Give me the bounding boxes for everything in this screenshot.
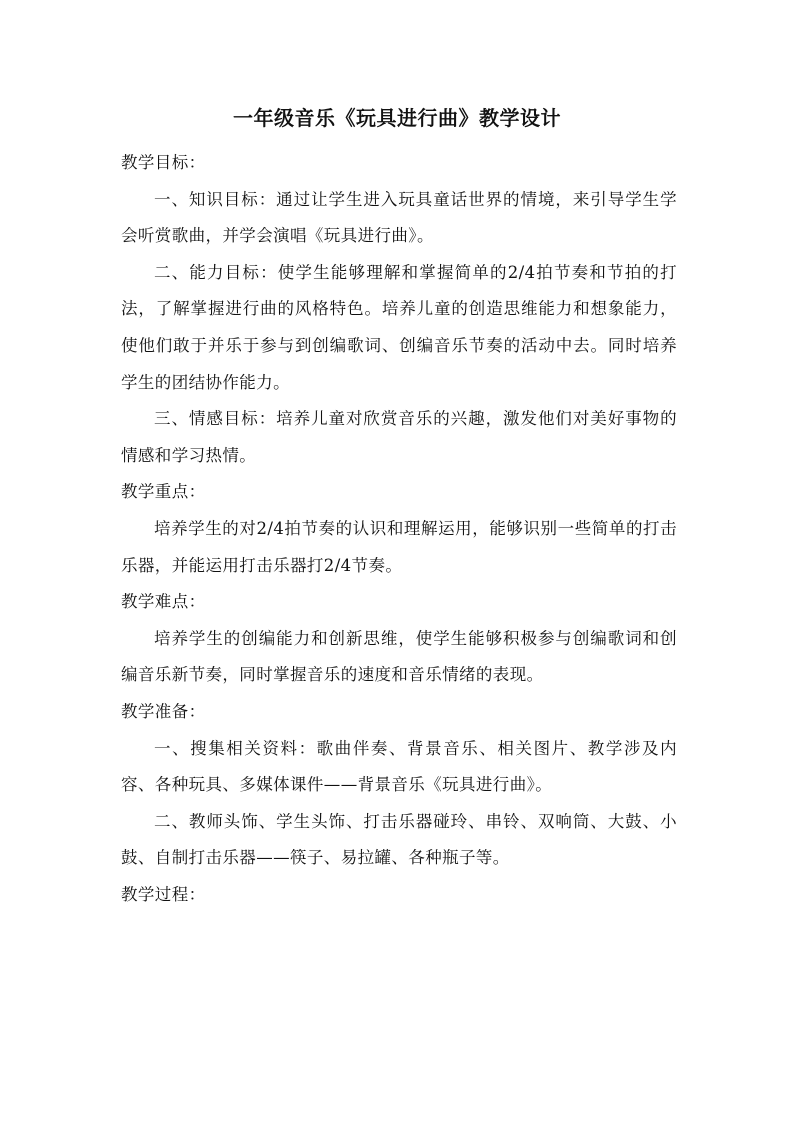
document-title: 一年级音乐《玩具进行曲》教学设计: [233, 106, 561, 130]
process-heading: 教学过程：: [121, 884, 206, 904]
key-points-heading: 教学重点：: [121, 482, 206, 502]
objectives-heading: 教学目标：: [121, 153, 206, 172]
document-body: [121, 145, 677, 913]
difficulties-paragraph: 培养学生的创编能力和创新思维，使学生能够积极参与创编歌词和创编音乐新节奏，同时掌握音乐的速度和音乐情绪的表现。: [121, 628, 677, 685]
preparation-heading: 教学准备：: [121, 701, 206, 721]
emotion-objective-paragraph: 三、情感目标：培养儿童对欣赏音乐的兴趣，激发他们对美好事物的情感和学习热情。: [121, 409, 677, 465]
ability-objective-paragraph: 二、能力目标：使学生能够理解和掌握简单的2/4拍节奏和节拍的打法，了解掌握进行曲的风格特色。培养儿童的创造思维能力和想象能力，使他们敢于并乐于参与到创编歌词、创编音乐节奏的活动中去。同时培养学生的团结协作能力。: [121, 262, 677, 392]
knowledge-objective-paragraph: 一、知识目标：通过让学生进入玩具童话世界的情境，来引导学生学会听赏歌曲，并学会演唱《玩具进行曲》。: [121, 189, 677, 246]
preparation-materials-paragraph: 一、搜集相关资料：歌曲伴奏、背景音乐、相关图片、教学涉及内容、各种玩具、多媒体课件——背景音乐《玩具进行曲》。: [121, 738, 677, 795]
preparation-instruments-paragraph: 二、教师头饰、学生头饰、打击乐器碰玲、串铃、双响筒、大鼓、小鼓、自制打击乐器——筷子、易拉罐、各种瓶子等。: [121, 811, 677, 868]
difficulties-heading: 教学难点：: [121, 592, 206, 612]
key-points-paragraph: 培养学生的对2/4拍节奏的认识和理解运用，能够识别一些简单的打击乐器，并能运用打击乐器打2/4节奏。: [121, 518, 677, 575]
